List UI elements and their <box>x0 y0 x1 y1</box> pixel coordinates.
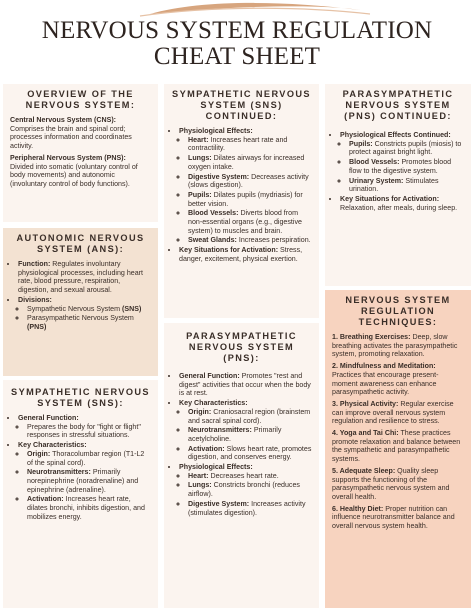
title-line-2: CHEAT SHEET <box>153 43 321 70</box>
general-text: Promotes "rest and digest" activities that occur when the body is at rest. <box>179 372 311 398</box>
list-item: ◦ Prepares the body for "fight or flight" responses in stressful situations. <box>27 423 151 440</box>
division-sns-abbr: (SNS) <box>122 304 142 313</box>
division-sns-text: Sympathetic Nervous System <box>27 304 123 313</box>
ans-heading: AUTONOMIC NERVOUS SYSTEM (ANS): <box>16 233 145 254</box>
list-item <box>179 246 312 263</box>
pupils-term: Pupils: <box>349 139 373 148</box>
list-item <box>179 127 312 245</box>
list-item <box>27 305 151 314</box>
sns-continued-list <box>171 127 312 264</box>
cns-description <box>10 116 151 151</box>
general-term: General Function: <box>18 414 79 422</box>
list-item <box>188 500 312 517</box>
heart-text: Decreases heart rate. <box>208 471 279 480</box>
technique-text: Quality sleep supports the functioning of the parasympathetic nervous system and overall health. <box>332 466 450 501</box>
list-item <box>18 260 151 295</box>
lungs-term: Lungs: <box>188 481 212 490</box>
heart-text: Increases heart rate and contractility. <box>188 135 288 153</box>
sns-list <box>10 414 151 521</box>
ans-section <box>3 228 158 376</box>
list-item <box>18 296 151 332</box>
technique-term: 5. Adequate Sleep: <box>332 466 396 475</box>
pns-section <box>164 323 319 608</box>
pns-continued-heading: PARASYMPATHETIC NERVOUS SYSTEM (PNS) CONTINUED: <box>342 89 454 121</box>
technique-item <box>332 400 464 426</box>
list-item <box>179 372 312 398</box>
situations-term: Key Situations for Activation: <box>179 246 279 255</box>
list-item <box>340 195 464 212</box>
list-item <box>188 173 312 190</box>
activation-text: Increases heart rate, dilates bronchi, inhibits digestion, and mobilizes energy. <box>27 495 145 521</box>
list-item <box>188 408 312 425</box>
list-item <box>188 209 312 235</box>
pns-list <box>171 372 312 517</box>
technique-term: 6. Healthy Diet: <box>332 504 384 513</box>
key-sublist <box>18 450 151 522</box>
digest-term: Digestive System: <box>188 172 250 181</box>
technique-text: These practices promote relaxation and balance between the sympathetic and parasympathetic systems. <box>332 429 461 464</box>
division-pns-abbr: (PNS) <box>27 322 47 331</box>
lungs-term: Lungs: <box>188 154 212 163</box>
origin-term: Origin: <box>188 407 212 416</box>
list-item <box>188 236 312 245</box>
cns-text: Comprises the brain and spinal cord; processes information and coordinates activity. <box>10 124 132 151</box>
pns-continued-list <box>332 131 464 212</box>
list-item <box>188 191 312 208</box>
origin-text: Thoracolumbar region (T1-L2 of the spinal cord). <box>27 449 145 467</box>
digest-term: Digestive System: <box>188 499 250 508</box>
title-line-1: NERVOUS SYSTEM REGULATION <box>41 17 433 44</box>
list-item <box>188 472 312 481</box>
overview-heading: OVERVIEW OF THE NERVOUS SYSTEM: <box>25 89 136 110</box>
effects-term: Physiological Effects: <box>179 463 253 472</box>
division-pns-text: Parasympathetic Nervous System <box>27 314 134 323</box>
vessels-term: Blood Vessels: <box>188 209 239 218</box>
pns-term: Peripheral Nervous System (PNS): <box>10 153 126 162</box>
effects-term: Physiological Effects Continued: <box>340 131 451 139</box>
list-item <box>188 445 312 462</box>
general-term: General Function: <box>179 372 240 380</box>
neuro-term: Neurotransmitters: <box>188 426 252 435</box>
vessels-text: Diverts blood from non-essential organs (e.g., digestive system) to muscles and brain. <box>188 209 302 235</box>
activation-term: Activation: <box>188 444 225 453</box>
technique-item <box>332 333 464 359</box>
sns-continued-heading: SYMPATHETIC NERVOUS SYSTEM (SNS) CONTINUED: <box>172 89 311 121</box>
sns-section <box>3 380 158 608</box>
technique-item <box>332 429 464 464</box>
key-sublist <box>179 408 312 462</box>
list-item <box>179 463 312 517</box>
situations-text: Relaxation, after meals, during sleep. <box>340 203 458 212</box>
vessels-text: Promotes blood flow to the digestive system. <box>349 158 452 175</box>
pupils-text: Constricts pupils (miosis) to protect against bright light. <box>349 139 462 157</box>
technique-text: Regular exercise can improve overall nervous system regulation and resilience to stress. <box>332 399 454 426</box>
list-item <box>340 131 464 194</box>
technique-text: Deep, slow breathing activates the parasympathetic system, promoting relaxation. <box>332 333 458 359</box>
heart-term: Heart: <box>188 471 209 480</box>
technique-item <box>332 362 464 397</box>
function-text: Regulates involuntary physiological processes, including heart rate, blood pressure, respiration, digestion, and sexual arousal. <box>18 260 143 295</box>
lungs-text: Dilates airways for increased oxygen intake. <box>188 154 305 171</box>
list-item <box>179 399 312 462</box>
sns-continued-section <box>164 84 319 318</box>
list-item <box>349 158 464 175</box>
effects-sublist <box>340 140 464 194</box>
neuro-text: Primarily norepinephrine (noradrenaline) and epinephrine (adrenaline). <box>27 468 139 494</box>
list-item <box>18 414 151 440</box>
situations-term: Key Situations for Activation: <box>340 194 440 203</box>
technique-term: 3. Physical Activity: <box>332 399 399 408</box>
pupils-text: Dilates pupils (mydriasis) for better vision. <box>188 190 303 208</box>
list-item <box>349 177 464 194</box>
sweat-term: Sweat Glands: <box>188 236 237 245</box>
general-sublist <box>18 423 151 440</box>
pupils-term: Pupils: <box>188 190 212 199</box>
heart-term: Heart: <box>188 135 209 144</box>
technique-term: 1. Breathing Exercises: <box>332 333 411 341</box>
activation-text: Slows heart rate, promotes digestion, and conserves energy. <box>188 444 312 462</box>
technique-text: Proper nutrition can influence neurotransmitter balance and overall nervous system health. <box>332 504 455 531</box>
list-item <box>188 426 312 443</box>
function-term: Function: <box>18 260 51 268</box>
urinary-term: Urinary System: <box>349 176 404 185</box>
effects-term: Physiological Effects: <box>179 127 253 135</box>
list-item <box>27 314 151 331</box>
technique-term: 2. Mindfulness and Meditation: <box>332 362 436 371</box>
pns-description <box>10 154 151 189</box>
list-item <box>349 140 464 157</box>
pns-text: Divided into somatic (voluntary control of body movements) and autonomic (involuntary control of body functions). <box>10 162 138 188</box>
cns-term: Central Nervous System (CNS): <box>10 116 117 124</box>
activation-term: Activation: <box>27 495 64 504</box>
list-item <box>27 450 151 467</box>
divisions-term: Divisions: <box>18 295 52 304</box>
pns-heading: PARASYMPATHETIC NERVOUS SYSTEM (PNS): <box>186 331 297 363</box>
key-term: Key Characteristics: <box>18 441 87 450</box>
list-item <box>188 154 312 171</box>
digest-text: Decreases activity (slows digestion). <box>188 172 309 190</box>
effects-sublist <box>179 472 312 518</box>
list-item <box>27 468 151 494</box>
techniques-heading: NERVOUS SYSTEM REGULATION TECHNIQUES: <box>345 295 451 327</box>
list-item <box>18 441 151 521</box>
ans-list <box>10 260 151 332</box>
sns-heading: SYMPATHETIC NERVOUS SYSTEM (SNS): <box>11 387 150 408</box>
neuro-term: Neurotransmitters: <box>27 468 91 477</box>
techniques-section <box>325 290 471 608</box>
key-term: Key Characteristics: <box>179 399 248 408</box>
technique-term: 4. Yoga and Tai Chi: <box>332 429 399 438</box>
digest-text: Increases activity (stimulates digestion). <box>188 499 306 517</box>
vessels-term: Blood Vessels: <box>349 158 400 167</box>
lungs-text: Constricts bronchi (reduces airflow). <box>188 481 300 499</box>
urinary-text: Stimulates urination. <box>349 176 439 194</box>
origin-text: Craniosacral region (brainstem and sacral spinal cord). <box>188 407 311 425</box>
sweat-text: Increases perspiration. <box>236 236 311 245</box>
technique-item <box>332 467 464 502</box>
list-item <box>188 136 312 153</box>
overview-section <box>3 84 158 222</box>
pns-continued-section <box>325 84 471 286</box>
situations-text: Stress, danger, excitement, physical exertion. <box>179 246 303 263</box>
technique-item <box>332 505 464 531</box>
page-title <box>0 18 474 70</box>
techniques-list <box>332 333 464 531</box>
list-item <box>188 481 312 498</box>
origin-term: Origin: <box>27 449 51 458</box>
divisions-list <box>18 305 151 332</box>
list-item <box>27 495 151 521</box>
effects-sublist <box>179 136 312 245</box>
technique-text: Practices that encourage present-moment awareness can enhance parasympathetic activity. <box>332 370 439 397</box>
neuro-text: Primarily acetylcholine. <box>188 426 282 443</box>
